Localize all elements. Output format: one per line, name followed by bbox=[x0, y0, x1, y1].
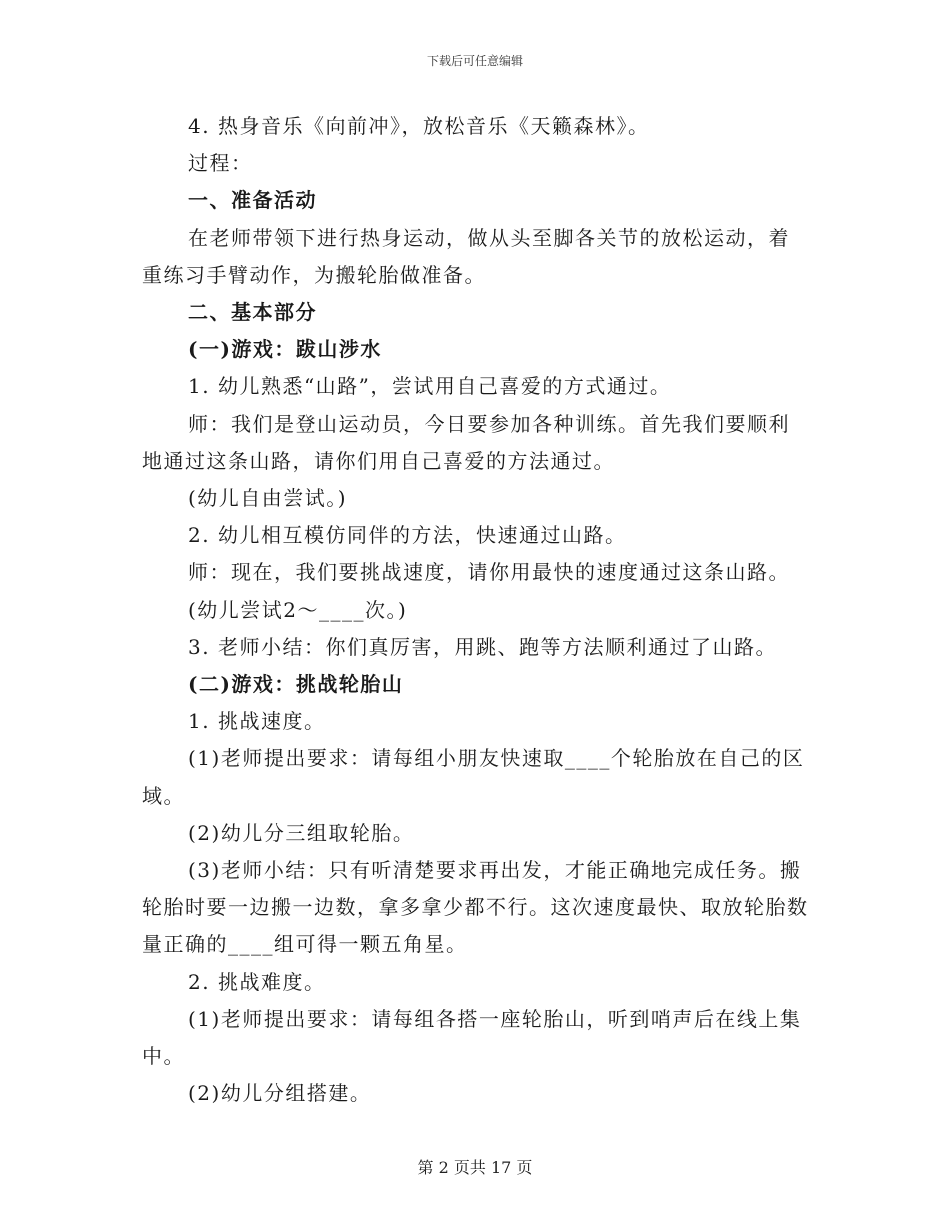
section-heading-prep: 一、准备活动 bbox=[188, 188, 317, 213]
paragraph-challenge-speed: 1. 挑战速度。 bbox=[188, 709, 326, 734]
subheading-game-2: (二)游戏：挑战轮胎山 bbox=[188, 672, 404, 697]
paragraph-teacher-2: 师：现在，我们要挑战速度，请你用最快的速度通过这条山路。 bbox=[188, 560, 790, 585]
page-footer: 第 2 页共 17 页 bbox=[417, 1158, 533, 1177]
paragraph-speed-3: (3)老师小结：只有听清楚要求再出发，才能正确地完成任务。搬轮胎时要一边搬一边数，拿多拿少都不行。这次速度最快、取放轮胎数量正确的____组可得一颗五角星。 bbox=[142, 858, 809, 957]
paragraph-note-1: (幼儿自由尝试。) bbox=[188, 486, 348, 511]
paragraph-speed-1: (1)老师提出要求：请每组小朋友快速取____个轮胎放在自己的区域。 bbox=[142, 746, 805, 808]
paragraph-challenge-difficulty: 2. 挑战难度。 bbox=[188, 969, 326, 994]
document-body bbox=[142, 108, 810, 1112]
paragraph-note-2: (幼儿尝试2～____次。) bbox=[188, 597, 408, 622]
music-line: 4. 热身音乐《向前冲》，放松音乐《天籁森林》。 bbox=[188, 114, 650, 138]
paragraph-difficulty-2: (2)幼儿分组搭建。 bbox=[188, 1081, 372, 1106]
paragraph-difficulty-1: (1)老师提出要求：请每组各搭一座轮胎山，听到哨声后在线上集中。 bbox=[142, 1006, 802, 1069]
paragraph-teacher-1: 师：我们是登山运动员，今日要参加各种训练。首先我们要顺利地通过这条山路，请你们用自己喜爱的方法通过。 bbox=[142, 411, 790, 473]
paragraph-step-2: 2. 幼儿相互模仿同伴的方法，快速通过山路。 bbox=[188, 523, 627, 548]
paragraph-step-3: 3. 老师小结：你们真厉害，用跳、跑等方法顺利通过了山路。 bbox=[188, 634, 777, 659]
paragraph-speed-2: (2)幼儿分三组取轮胎。 bbox=[188, 820, 415, 845]
subheading-game-1: (一)游戏：跋山涉水 bbox=[188, 337, 382, 362]
process-label: 过程： bbox=[188, 151, 253, 176]
paragraph-step-1: 1. 幼儿熟悉“山路”，尝试用自己喜爱的方式通过。 bbox=[188, 374, 672, 399]
paragraph-warmup: 在老师带领下进行热身运动，做从头至脚各关节的放松运动，着重练习手臂动作，为搬轮胎做准备。 bbox=[142, 225, 790, 287]
section-heading-basic: 二、基本部分 bbox=[188, 300, 317, 325]
page-header: 下载后可任意编辑 bbox=[426, 54, 523, 68]
